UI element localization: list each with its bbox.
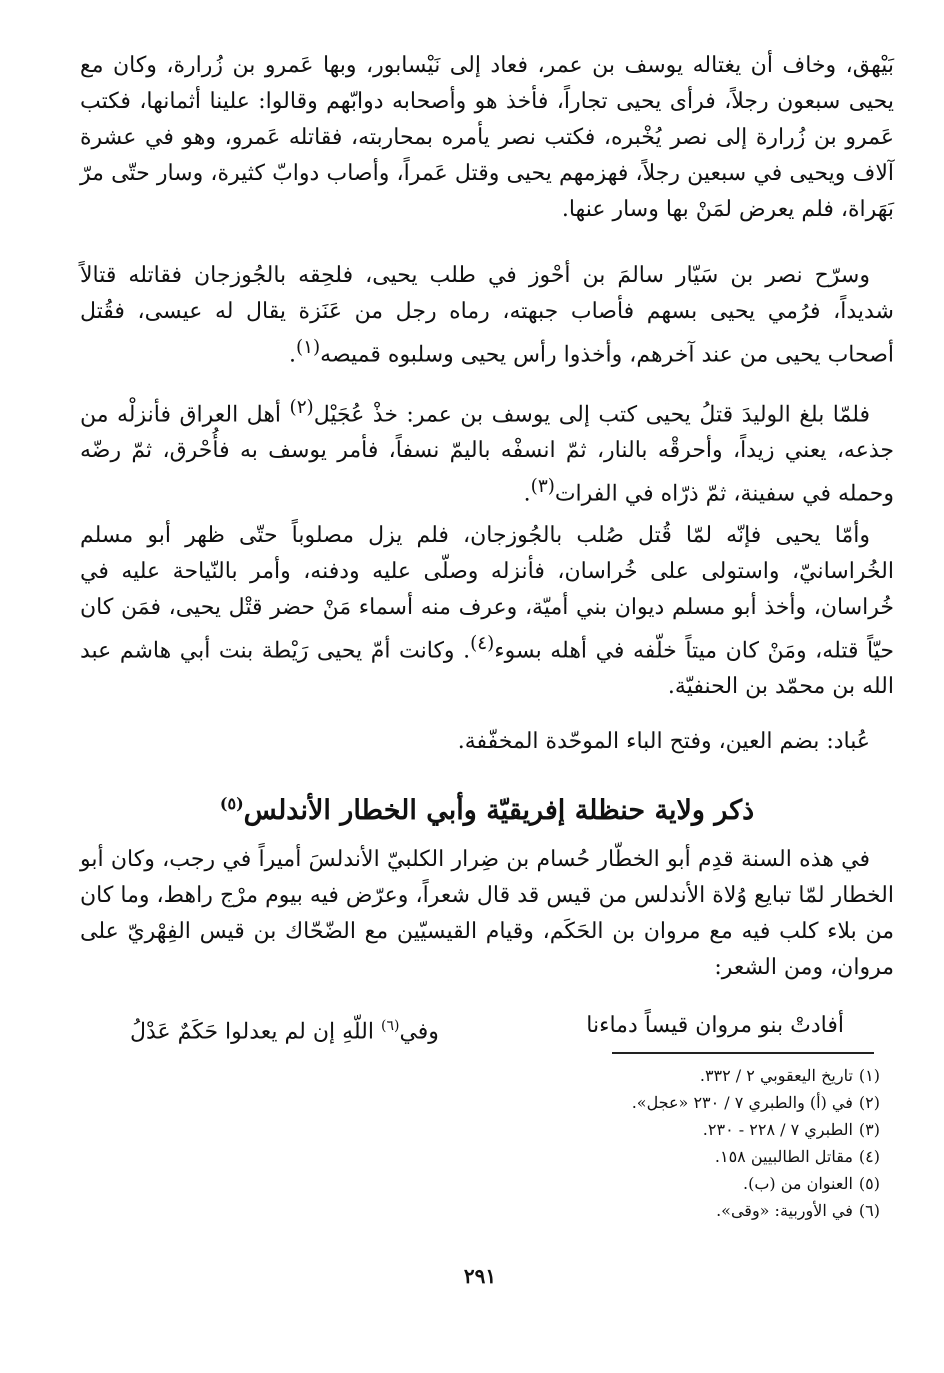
footnote-text: مقاتل الطالبيين ١٥٨. xyxy=(714,1147,853,1166)
verse-second-rest: اللّهِ إن لم يعدلوا حَكَمٌ عَدْلُ xyxy=(130,1019,381,1045)
paragraph-2-text: وسرّح نصر بن سَيّار سالمَ بن أحْوز في طلب يحيى، فلحِقه بالجُوزجان فقاتله قتالاً شديداً، فرُمي يحيى بسهم فأصاب جبهته، رماه رجل من عَنَزة يقال له عيسى، فقُتل أصحاب يحيى من عند آخرهم، وأخذوا رأس يحيى وسلبوه قميصه$^{(١)}$. xyxy=(80,263,894,368)
footnote-ref-5[interactable]: (٥) xyxy=(219,794,244,813)
footnote-2 xyxy=(300,1089,880,1116)
footnote-number: (١) xyxy=(858,1066,880,1085)
footnote-ref-3[interactable]: (٣) xyxy=(530,476,555,498)
footnote-number: (٢) xyxy=(858,1093,880,1112)
footnote-4 xyxy=(300,1143,880,1170)
paragraph-1 xyxy=(80,48,894,228)
footnote-text: الطبري ٧ / ٢٢٨ - ٢٣٠. xyxy=(702,1120,853,1139)
footnote-number: (٦) xyxy=(858,1201,880,1220)
footnote-number: (٤) xyxy=(858,1147,880,1166)
paragraph-2-body: وسرّح نصر بن سَيّار سالمَ بن أحْوز في طلب يحيى، فلحِقه بالجُوزجان فقاتله قتالاً شديداً، فرُمي يحيى بسهم فأصاب جبهته، رماه رجل من عَنَزة يقال له عيسى، فقُتل أصحاب يحيى من عند آخرهم، وأخذوا رأس يحيى وسلبوه قميصه xyxy=(80,263,894,368)
verse-second-hemistich xyxy=(130,1008,439,1050)
footnote-6 xyxy=(300,1197,880,1224)
paragraph-4-body-a: وأمّا يحيى فإنّه لمّا قُتل صُلب بالجُوزجان، فلم يزل مصلوباً حتّى ظهر أبو مسلم الخُراسانيّ، واستولى على خُراسان، فأنزله وصلّى عليه ودفنه، وأمر بالنّياحة عليه في خُراسان، وأخذ أبو مسلم ديوان بني أميّة، وعرف منه أسماء مَنْ حضر قتْل يحيى، فمَن كان حيّاً قتله، ومَنْ كان ميتاً خلّفه في أهله بسوء xyxy=(80,523,894,664)
paragraph-3-text: فلمّا بلغ الوليدَ قتلُ يحيى كتب إلى يوسف بن عمر: خذْ عُجَيْل$^{(٢)}$ أهل العراق فأنزلْه من جذعه، يعني زيداً، وأحرقْه بالنار، ثمّ انسفْه باليمّ نسفاً، فأمر يوسف به فأُحْرق، ثمّ رضّه وحمله في سفينة، ثمّ ذرّاه في الفرات$^{(٣)}$. xyxy=(80,397,894,507)
footnote-number: (٥) xyxy=(858,1174,880,1193)
footnote-1 xyxy=(300,1062,880,1089)
paragraph-4 xyxy=(80,518,894,705)
footnote-text: في الأوربية: «وقى». xyxy=(716,1201,853,1220)
section-heading-text: ذكر ولاية حنظلة إفريقيّة وأبي الخطار الأندلس xyxy=(243,795,755,826)
paragraph-4-body-b: . وكانت أمّ يحيى رَيْطة بنت أبي هاشم عبد الله بن محمّد بن الحنفيّة. xyxy=(80,638,894,700)
footnote-ref-2[interactable]: (٢) xyxy=(289,397,314,418)
paragraph-3-body-b: أهل العراق فأنزلْه من جذعه، يعني زيداً، وأحرقْه بالنار، ثمّ انسفْه باليمّ نسفاً، فأمر يوسف به فأُحْرق، ثمّ رضّه وحمله في سفينة، ثمّ ذرّاه في الفرات xyxy=(80,402,894,507)
footnote-divider xyxy=(612,1052,874,1054)
paragraph-5-text: عُباد: بضم العين، وفتح الباء الموحّدة المخفّفة. xyxy=(457,729,870,754)
paragraph-6 xyxy=(80,842,894,986)
footnote-ref-1[interactable]: (١) xyxy=(296,337,321,358)
paragraph-4-text xyxy=(80,518,894,705)
footnote-number: (٣) xyxy=(858,1120,880,1139)
footnotes-list xyxy=(300,1062,880,1224)
footnote-text: في (أ) والطبري ٧ / ٢٣٠ «عجل». xyxy=(631,1093,853,1112)
paragraph-5 xyxy=(80,724,894,760)
paragraph-6-text: في هذه السنة قدِم أبو الخطّار حُسام بن ضِرار الكلبيّ الأندلسَ أميراً في رجب، وكان أبو الخطار لمّا تبايع وُلاة الأندلس من قيس قد قال شعراً، وعرّض فيه بيوم مرْج راهط، وما كان من بلاء كلب فيه مع مروان بن الحَكَم، وقيام القيسيّين مع الضّحّاك بن قيس الفِهْريّ على مروان، ومن الشعر: xyxy=(80,847,894,980)
footnote-3 xyxy=(300,1116,880,1143)
page-number: ٢٩١ xyxy=(463,1264,497,1288)
verse-first-hemistich: أفادتْ بنو مروان قيساً دماءنا xyxy=(586,1013,844,1038)
footnote-text: تاريخ اليعقوبي ٢ / ٣٣٢. xyxy=(699,1066,853,1085)
footnote-ref-4[interactable]: (٤) xyxy=(470,633,495,654)
verse-second-prefix: وفي xyxy=(399,1019,439,1045)
paragraph-1-text: بَيْهق، وخاف أن يغتاله يوسف بن عمر، فعاد إلى نَيْسابور، وبها عَمرو بن زُرارة، وكان مع يحيى سبعون رجلاً، فرأى يحيى تجاراً، فأخذ هو وأصحابه دوابّهم وقالوا: علينا أثمانها، فكتب عَمرو بن زُرارة إلى نصر يُخْبره، فكتب نصر يأمره بمحاربته، فقاتله عَمرو، وهو في عشرة آلاف ويحيى في سبعين رجلاً، فهزمهم يحيى وقتل عَمراً، وأصاب دوابّ كثيرة، وسار حتّى مرّ بَهَراة، فلم يعرض لمَنْ بها وسار عنها. xyxy=(80,53,894,222)
paragraph-3 xyxy=(80,390,894,513)
section-heading xyxy=(80,784,894,831)
footnote-ref-6[interactable]: (٦) xyxy=(380,1018,400,1034)
footnote-text: العنوان من (ب). xyxy=(743,1174,853,1193)
poem-verse xyxy=(80,1008,894,1050)
paragraph-3-body-a: فلمّا بلغ الوليدَ قتلُ يحيى كتب إلى يوسف بن عمر: خذْ عُجَيْل xyxy=(313,402,871,428)
paragraph-2 xyxy=(80,258,894,373)
footnote-5 xyxy=(300,1170,880,1197)
